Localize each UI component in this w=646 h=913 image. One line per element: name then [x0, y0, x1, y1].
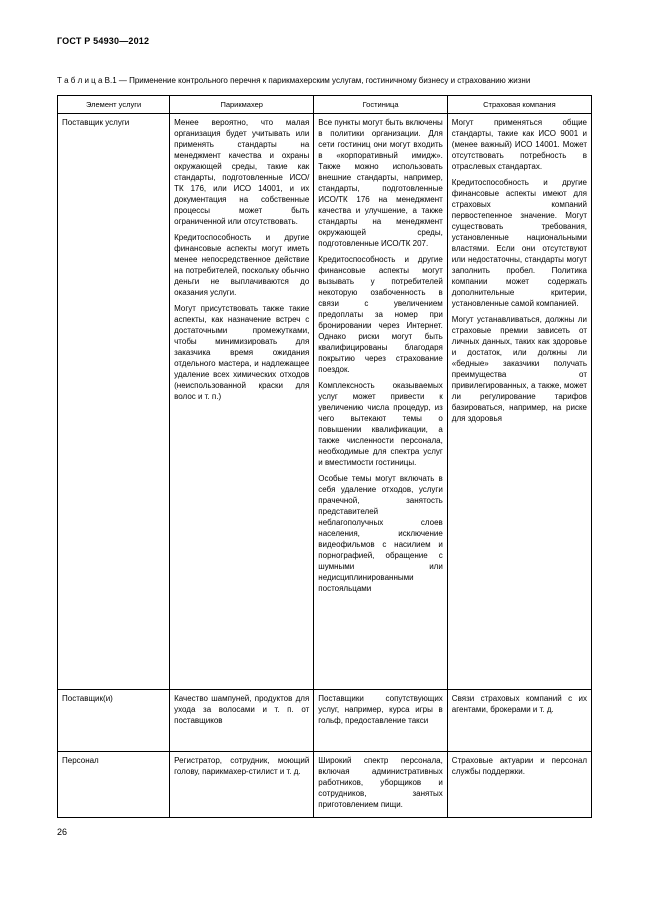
cell-paragraph: Менее вероятно, что малая организация будет учитывать или применять стандарты на менеджмент качества и охраны окружающей среды, такие как стандарты, подготовленные ИСО/ТК 176, или ИСО 14001, и их документация на собственные процессы может быть ограниченной или отсутствовать. — [174, 118, 310, 226]
element-cell — [58, 690, 170, 752]
table-row — [58, 690, 592, 752]
cell-paragraph: Качество шампуней, продуктов для ухода за волосами и т. п. от поставщиков — [174, 694, 310, 725]
cell-paragraph: Все пункты могут быть включены в политики организации. Для сети гостиниц они могут входить в «корпоративный имидж». Также можно использовать внешние стандарты, например, стандарты, подготовленные ИСО/ТК 176 на менеджмент качества и улучшение, а также стандарты на менеджмент окружающей среды, подготовленные ИСО/ТК 207. — [318, 118, 443, 248]
cell-paragraph: Поставщик(и) — [62, 694, 113, 703]
cell-paragraph: Кредитоспособность и другие финансовые аспекты могут вызывать у потребителей некоторую озабоченность в связи с увеличением предоплаты за номер при бронировании через Интернет. Однако риски могут быть квалифицированы благодаря покрытию через страхование поездок. — [318, 255, 443, 374]
table-row — [58, 752, 592, 818]
cell-paragraph: Регистратор, сотрудник, моющий голову, парикмахер-стилист и т. д. — [174, 756, 310, 776]
table-header-row — [58, 96, 592, 114]
content-cell — [314, 114, 448, 690]
table-row — [58, 114, 592, 690]
content-cell — [447, 752, 591, 818]
cell-paragraph: Поставщик услуги — [62, 118, 130, 127]
cell-paragraph: Могут устанавливаться, должны ли страховые премии зависеть от личных данных, таких как здоровье и достаток, или должны ли «бедные» заказчики получать преимущества от привилегированных, а также, может ли регулирование тарифов базироваться, например, на риске для здоровья — [451, 315, 587, 423]
cell-paragraph: Персонал — [62, 756, 99, 765]
table-body — [58, 114, 592, 818]
content-cell — [170, 114, 314, 690]
content-cell — [314, 752, 448, 818]
cell-paragraph: Комплексность оказываемых услуг может привести к увеличению числа процедур, из чего вытекают темы о повышении квалификации, а также численности персонала, необходимые для спектра услуг и вместимости гостиницы. — [318, 381, 443, 467]
content-cell — [314, 690, 448, 752]
cell-paragraph: Могут присутствовать также такие аспекты, как назначение встреч с достаточными промежутками, чтобы минимизировать для заказчика время ожидания отдельного мастера, и надлежащее удаление всех химических отходов (неиспользованной краски для волос и т. п.) — [174, 304, 310, 401]
column-header: Элемент услуги — [58, 96, 170, 114]
content-cell — [447, 690, 591, 752]
cell-paragraph: Кредитоспособность и другие финансовые аспекты могут иметь менее непосредственное действие на потребителей, поскольку обычно деньги не выплачиваются до оказания услуги. — [174, 233, 310, 297]
column-header: Парикмахер — [170, 96, 314, 114]
cell-paragraph: Особые темы могут включать в себя удаление отходов, услуги прачечной, занятость представителей неблагополучных слоев населения, исключение видеофильмов с насилием и порнографией, обращение с шумными или недисциплинированными постояльцами — [318, 474, 443, 593]
content-cell — [170, 690, 314, 752]
table-caption: Т а б л и ц а В.1 — Применение контрольного перечня к парикмахерским услугам, гостиничному бизнесу и страхованию жизни — [57, 76, 531, 85]
column-header: Страховая компания — [447, 96, 591, 114]
cell-paragraph: Могут применяться общие стандарты, такие как ИСО 9001 и (менее важный) ИСО 14001. Может отсутствовать потребность в отраслевых стандартах. — [451, 118, 587, 171]
cell-paragraph: Поставщики сопутствующих услуг, например, курса игры в гольф, предоставление такси — [318, 694, 443, 725]
cell-paragraph: Страховые актуарии и персонал службы поддержки. — [451, 756, 587, 776]
cell-paragraph: Широкий спектр персонала, включая административных работников, уборщиков и сотрудников, занятых приготовлением пищи. — [318, 756, 443, 809]
element-cell — [58, 114, 170, 690]
element-cell — [58, 752, 170, 818]
cell-paragraph: Кредитоспособность и другие финансовые аспекты имеют для страховых компаний первостепенное значение. Могут существовать требования, установленные национальными властями. Если они отсутствуют или недостаточны, стандарты могут заполнить пробел. Политика компании может содержать дополнительные критерии, установленные самой компанией. — [451, 178, 587, 308]
content-cell — [447, 114, 591, 690]
cell-paragraph: Связи страховых компаний с их агентами, брокерами и т. д. — [451, 694, 587, 714]
content-cell — [170, 752, 314, 818]
doc-header: ГОСТ Р 54930—2012 — [57, 36, 150, 46]
column-header: Гостиница — [314, 96, 448, 114]
page-number: 26 — [57, 827, 68, 837]
table-b1 — [57, 95, 592, 818]
